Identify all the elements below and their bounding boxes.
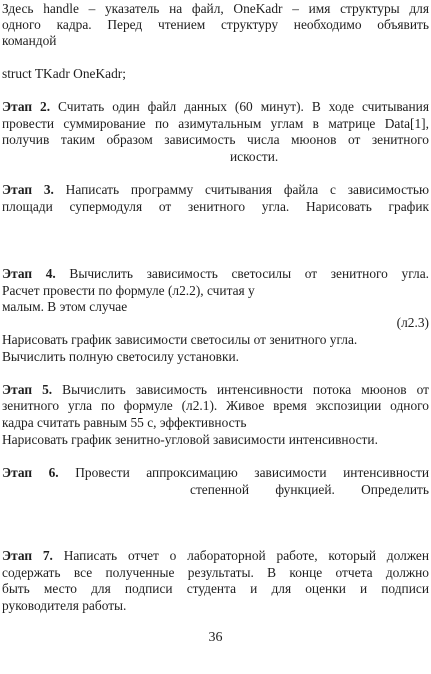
stage2-text-1: Считать один файл данных (60 минут). В ходе считывания [50,99,429,114]
intro-line-3: командой [2,33,57,48]
stage4-line-1 [2,266,429,282]
stage7-text-1: Написать отчет о лабораторной работе, который должен [52,548,429,563]
stage2-label: Этап 2. [2,99,51,114]
stage2-line-4: искости. [230,149,279,164]
stage6-line-1 [2,465,429,481]
stage3-line-1 [2,182,429,198]
stage7-line-2: содержать все полученные результаты. В конце отчета должно [2,565,429,580]
stage4-text-1: Вычислить зависимость светосилы от зенитного угла. [55,266,429,281]
page-number: 36 [208,630,223,645]
stage4-line-2: Расчет провести по формуле (л2.2), считая у [2,283,255,298]
stage5-line-3: кадра считать равным 55 с, эффективность [2,415,247,430]
stage7-line-1 [2,548,429,564]
code-line: struct TKadr OneKadr; [2,66,126,81]
stage2-line-1 [2,99,429,115]
stage7-line-3: быть место для подписи студента и для оценки и подписи [2,581,429,596]
stage4-line-4: Нарисовать график зависимости светосилы от зенитного угла. [2,332,358,347]
stage3-text-1: Написать программу считывания файла с зависимостью [53,182,429,197]
stage5-line-4: Нарисовать график зенитно-угловой зависимости интенсивности. [2,432,378,447]
stage2-line-2: провести суммирование по азимутальным углам в матрице Data[1], [2,116,429,131]
stage6-label: Этап 6. [2,465,59,480]
stage7-label: Этап 7. [2,548,53,563]
intro-line-1: Здесь handle – указатель на файл, OneKadr – имя структуры для [2,1,429,16]
stage5-line-2: зенитного угла по формуле (л2.1). Живое время экспозиции одного [2,398,429,413]
stage7-line-4: руководителя работы. [2,598,127,613]
stage4-label: Этап 4. [2,266,56,281]
equation-number: (л2.3) [396,315,429,330]
stage3-line-2: площади супермодуля от зенитного угла. Нарисовать график [2,199,429,214]
stage5-label: Этап 5. [2,382,53,397]
stage4-line-3: малым. В этом случае [2,299,128,314]
stage6-line-2: степенной функцией. Определить [190,482,429,497]
stage4-line-5: Вычислить полную светосилу установки. [2,349,239,364]
stage6-text-1: Провести аппроксимацию зависимости интенсивности [58,465,429,480]
stage5-text-1: Вычислить зависимость интенсивности потока мюонов от [52,382,429,397]
stage5-line-1 [2,382,429,398]
intro-line-2: одного кадра. Перед чтением структуру необходимо объявить [2,17,429,32]
stage2-line-3: получив таким образом зависимость числа мюонов от зенитного [2,132,429,147]
stage3-label: Этап 3. [2,182,54,197]
